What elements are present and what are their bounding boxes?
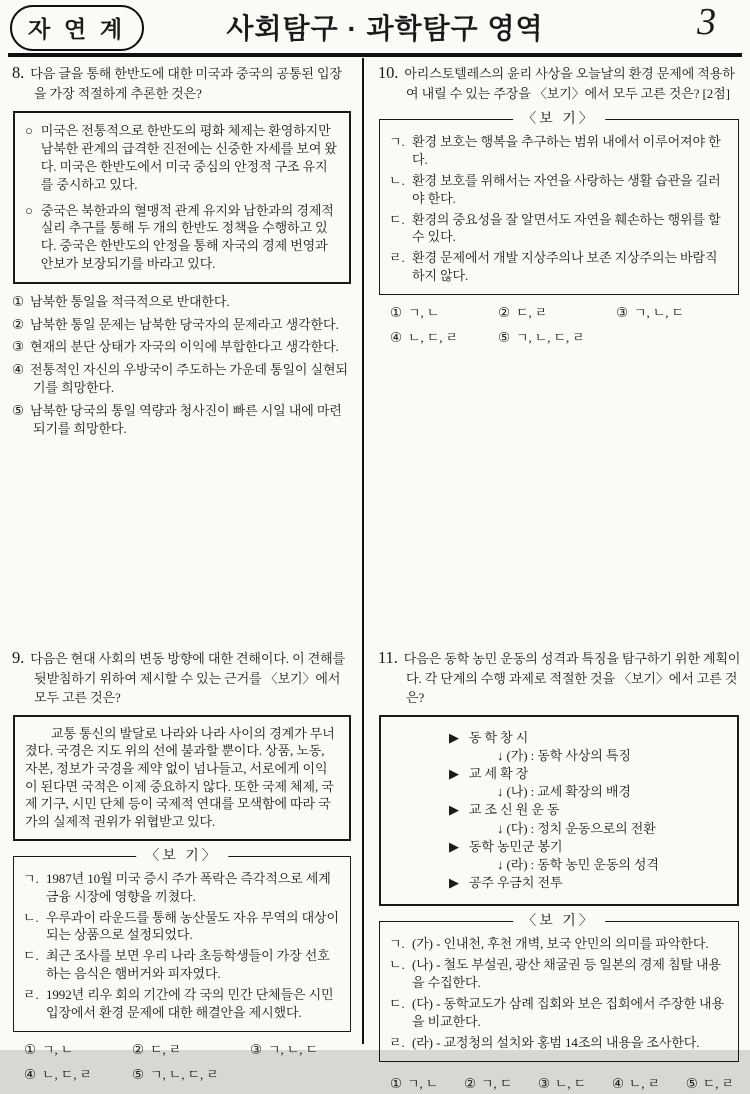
bogi-item [389, 995, 729, 1031]
flow-step-title: 교 조 신 원 운 동 [468, 802, 560, 818]
page-title: 사회탐구 · 과학탐구 영역 [226, 13, 544, 44]
bogi-item-marker: ㄹ. [23, 987, 39, 1003]
bogi-item-text: 1992년 리우 회의 기간에 각 국의 민간 단체들은 시민 입장에서 환경 문제에 대한 해결안을 제시했다. [46, 987, 334, 1021]
flow-step [449, 765, 729, 783]
question-10-choices [390, 304, 742, 347]
bogi-item-marker: ㄴ. [23, 909, 39, 925]
choice-text: 남북한 당국의 통일 역량과 청사진이 빠른 시일 내에 마련되기를 희망한다. [30, 402, 342, 436]
choice-text: ㄴ, ㄷ, ㄹ [42, 1066, 92, 1082]
question-11-stem [378, 646, 742, 708]
flow-step [449, 729, 729, 747]
passage-bullet-text: 중국은 북한과의 혈맹적 관계 유지와 남한과의 경제적 실리 추구를 통해 두 개의 한반도 정책을 수행하고 있다. 중국은 한반도의 안정을 통해 자국의 경제 번영과 안보가 보장되기를 바라고 있다. [40, 202, 334, 272]
choice-text: ㄱ, ㄴ [408, 305, 440, 321]
question-9 [12, 646, 354, 1084]
bogi-item-text: (나) - 철도 부설권, 광산 채굴권 등 일본의 경제 침탈 내용을 수집한다. [412, 957, 721, 991]
question-11 [378, 646, 742, 1094]
flow-arrow-line: ↓ (나) : 교세 확장의 배경 [497, 784, 631, 800]
choice-number: ① [24, 1042, 37, 1058]
circle-bullet-icon: ○ [25, 122, 33, 138]
choice-text: ㄱ, ㄴ [407, 1075, 439, 1091]
choice-number: ⑤ [12, 402, 25, 418]
triangle-bullet-icon: ▶ [449, 802, 459, 818]
triangle-bullet-icon: ▶ [449, 875, 459, 891]
choice-number: ④ [12, 361, 25, 377]
choice-number: ② [132, 1042, 145, 1058]
choice-item [132, 1066, 250, 1085]
choice-item [538, 1075, 586, 1094]
choice-item [686, 1075, 734, 1094]
bogi-item-text: 환경 보호를 위해서는 자연을 사랑하는 생활 습관을 길러야 한다. [412, 172, 721, 206]
bogi-item [389, 1034, 729, 1052]
flow-step-title: 공주 우금치 전투 [468, 875, 563, 891]
choice-item [12, 360, 354, 398]
question-8-choices [12, 292, 354, 438]
question-10-stem [378, 61, 742, 104]
flow-step-title: 동 학 창 시 [468, 729, 529, 745]
flow-arrow-line: ↓ (가) : 동학 사상의 특징 [497, 747, 631, 763]
choice-text: ㄱ, ㄴ, ㄷ, ㄹ [150, 1066, 219, 1082]
choice-number: ① [390, 1075, 403, 1091]
triangle-bullet-icon: ▶ [449, 765, 459, 781]
choice-text: ㄴ, ㄷ, ㄹ [408, 329, 458, 345]
bogi-item-marker: ㄱ. [23, 870, 39, 886]
bogi-item-text: 우루과이 라운드를 통해 농산물도 자유 무역의 대상이 되는 상품으로 설정되었다. [46, 909, 339, 943]
track-badge: 자 연 계 [10, 5, 144, 51]
bogi-item-text: (가) - 인내천, 후천 개벽, 보국 안민의 의미를 파악한다. [412, 936, 709, 952]
choice-item [390, 1075, 438, 1094]
choice-item [498, 304, 616, 323]
choice-text: ㄴ, ㄷ [554, 1075, 587, 1091]
question-9-passage-box [13, 715, 351, 841]
choice-item [12, 337, 354, 356]
choice-text: ㄷ, ㄹ [702, 1075, 734, 1091]
bogi-item [389, 133, 729, 169]
question-number: 10. [378, 63, 399, 82]
question-9-choices [24, 1041, 354, 1084]
bogi-label: 〈보 기〉 [513, 110, 605, 129]
bogi-item-marker: ㄷ. [23, 948, 39, 964]
choice-text: ㄱ, ㄴ, ㄷ [634, 305, 684, 321]
choice-number: ② [463, 1075, 476, 1091]
question-stem-text: 다음은 현대 사회의 변동 방향에 대한 견해이다. 이 견해를 뒷받침하기 위하여 제시할 수 있는 근거를 〈보기〉에서 모두 고른 것은? [30, 651, 346, 705]
choice-item [132, 1041, 250, 1060]
question-11-flow-box [379, 715, 739, 907]
flow-arrow-line: ↓ (라) : 동학 농민 운동의 성격 [497, 856, 659, 872]
bogi-item [389, 935, 729, 953]
header-rule [8, 53, 742, 57]
passage-bullet [25, 122, 339, 194]
question-stem-text: 아리스토텔레스의 윤리 사상을 오늘날의 환경 문제에 적용하여 내릴 수 있는 주장을 〈보기〉에서 모두 고른 것은? [2점] [404, 66, 735, 101]
bogi-item [23, 947, 341, 983]
choice-number: ③ [616, 305, 629, 321]
bogi-item-text: 1987년 10월 미국 증시 주가 폭락은 즉각적으로 세계 금융 시장에 영향을 끼쳤다. [46, 870, 331, 904]
choice-text: ㄱ, ㄴ, ㄷ, ㄹ [516, 329, 585, 345]
question-9-stem [12, 646, 354, 708]
bogi-item [389, 249, 729, 285]
circle-bullet-icon: ○ [25, 202, 33, 218]
bogi-item [23, 870, 341, 906]
bogi-item [23, 986, 341, 1022]
choice-item [24, 1041, 132, 1060]
page-number: 3 [697, 1, 716, 43]
passage-bullet-text: 미국은 전통적으로 한반도의 평화 체제는 환영하지만 남북한 관계의 급격한 진전에는 신중한 자세를 보여 왔다. 미국은 한반도에서 미국 중심의 안정적 구조 유지를 중시하고 있다. [40, 122, 337, 192]
bogi-label: 〈보 기〉 [136, 847, 228, 866]
question-9-bogi-box [13, 848, 351, 1033]
flow-step [449, 838, 729, 856]
question-8-passage-box [13, 111, 351, 285]
choice-item [390, 304, 498, 323]
choice-number: ④ [390, 329, 403, 345]
bogi-item-text: 환경의 중요성을 잘 알면서도 자연을 훼손하는 행위를 할 수 있다. [412, 211, 721, 245]
choice-number: ⑤ [685, 1075, 698, 1091]
flow-step [449, 874, 729, 892]
bogi-item-marker: ㄱ. [389, 133, 405, 149]
choice-item [390, 329, 498, 348]
choice-text: ㄴ, ㄹ [628, 1075, 661, 1091]
bogi-item-marker: ㄹ. [389, 250, 405, 266]
choice-item [250, 1041, 354, 1060]
triangle-bullet-icon: ▶ [449, 729, 459, 745]
question-number: 8. [12, 63, 25, 82]
question-10-bogi-box [379, 111, 739, 296]
choice-text: 남북한 통일을 적극적으로 반대한다. [30, 294, 230, 310]
choice-item [616, 304, 742, 323]
question-number: 11. [378, 648, 398, 667]
choice-number: ⑤ [498, 329, 511, 345]
bogi-item-marker: ㄱ. [389, 936, 405, 952]
bogi-item-marker: ㄴ. [389, 172, 405, 188]
choice-item [612, 1075, 660, 1094]
bogi-item [389, 956, 729, 992]
bogi-item [23, 909, 341, 945]
triangle-bullet-icon: ▶ [449, 838, 459, 854]
choice-text: ㄷ, ㄹ [516, 305, 548, 321]
choice-text: ㄱ, ㄴ [42, 1042, 74, 1058]
choice-number: ② [498, 305, 511, 321]
flow-step-title: 동학 농민군 봉기 [468, 838, 563, 854]
bogi-item-text: (다) - 동학교도가 삼례 집회와 보은 집회에서 주장한 내용을 비교한다. [412, 996, 724, 1030]
choice-text: ㄱ, ㄷ [480, 1075, 513, 1091]
question-stem-text: 다음 글을 통해 한반도에 대한 미국과 중국의 공통된 입장을 가장 적절하게 추론한 것은? [30, 66, 342, 101]
column-divider [362, 58, 364, 1044]
flow-step [449, 801, 729, 819]
bogi-label: 〈보 기〉 [513, 912, 605, 931]
question-8 [12, 61, 354, 441]
bogi-item-text: 최근 조사를 보면 우리 나라 초등학생들이 가장 선호하는 음식은 햄버거와 피자였다. [46, 948, 330, 982]
choice-text: 전통적인 자신의 우방국이 주도하는 가운데 통일이 실현되기를 희망한다. [30, 361, 348, 396]
choice-number: ③ [12, 339, 25, 355]
choice-item [24, 1066, 132, 1085]
choice-number: ③ [250, 1042, 263, 1058]
choice-number: ① [390, 305, 403, 321]
choice-text: 남북한 통일 문제는 남북한 당국자의 문제라고 생각한다. [30, 316, 339, 332]
choice-item [498, 329, 616, 348]
flow-arrow-line: ↓ (다) : 정치 운동으로의 전환 [497, 820, 656, 836]
choice-number: ④ [611, 1075, 624, 1091]
choice-number: ④ [24, 1066, 37, 1082]
question-8-stem [12, 61, 354, 104]
choice-number: ① [12, 294, 25, 310]
bogi-item-marker: ㄷ. [389, 211, 405, 227]
passage-text: 교통 통신의 발달로 나라와 나라 사이의 경계가 무너졌다. 국경은 지도 위의 선에 불과할 뿐이다. 상품, 노동, 자본, 정보가 국경을 제약 없이 넘나들고, 서로에게 이익이 된다면 국적은 이제 중요하지 않다. 또한 국제 체제, 국제 기구, 시민 단체 등이 국제적 연대를 모색함에 따라 국가의 실제적 권위가 위협받고 있다. [25, 725, 335, 829]
bogi-item-text: (라) - 교정청의 설치와 홍범 14조의 내용을 조사한다. [412, 1034, 700, 1050]
choice-item [464, 1075, 512, 1094]
choice-text: ㄱ, ㄴ, ㄷ [268, 1042, 318, 1058]
choice-number: ⑤ [132, 1066, 145, 1082]
bogi-item-marker: ㄹ. [389, 1034, 405, 1050]
bogi-item [389, 211, 729, 247]
question-11-choices [390, 1075, 734, 1094]
choice-item [12, 292, 354, 311]
bogi-item [389, 172, 729, 208]
question-stem-text: 다음은 동학 농민 운동의 성격과 특징을 탐구하기 위한 계획이다. 각 단계의 수행 과제로 적절한 것을 〈보기〉에서 고른 것은? [403, 651, 741, 705]
question-number: 9. [12, 648, 25, 667]
question-11-bogi-box [379, 914, 739, 1062]
question-10 [378, 61, 742, 348]
choice-item [12, 401, 354, 439]
bogi-item-marker: ㄴ. [389, 957, 405, 973]
choice-number: ③ [537, 1075, 550, 1091]
flow-step-title: 교 세 확 장 [468, 765, 529, 781]
choice-text: 현재의 분단 상태가 자국의 이익에 부합한다고 생각한다. [30, 339, 339, 355]
bogi-item-text: 환경 문제에서 개발 지상주의나 보존 지상주의는 바람직하지 않다. [412, 250, 718, 284]
choice-number: ② [12, 316, 25, 332]
passage-bullet [25, 202, 339, 274]
bogi-item-marker: ㄷ. [389, 996, 405, 1012]
bogi-item-text: 환경 보호는 행복을 추구하는 범위 내에서 이루어져야 한다. [412, 133, 721, 167]
choice-text: ㄷ, ㄹ [150, 1042, 182, 1058]
choice-item [12, 315, 354, 334]
